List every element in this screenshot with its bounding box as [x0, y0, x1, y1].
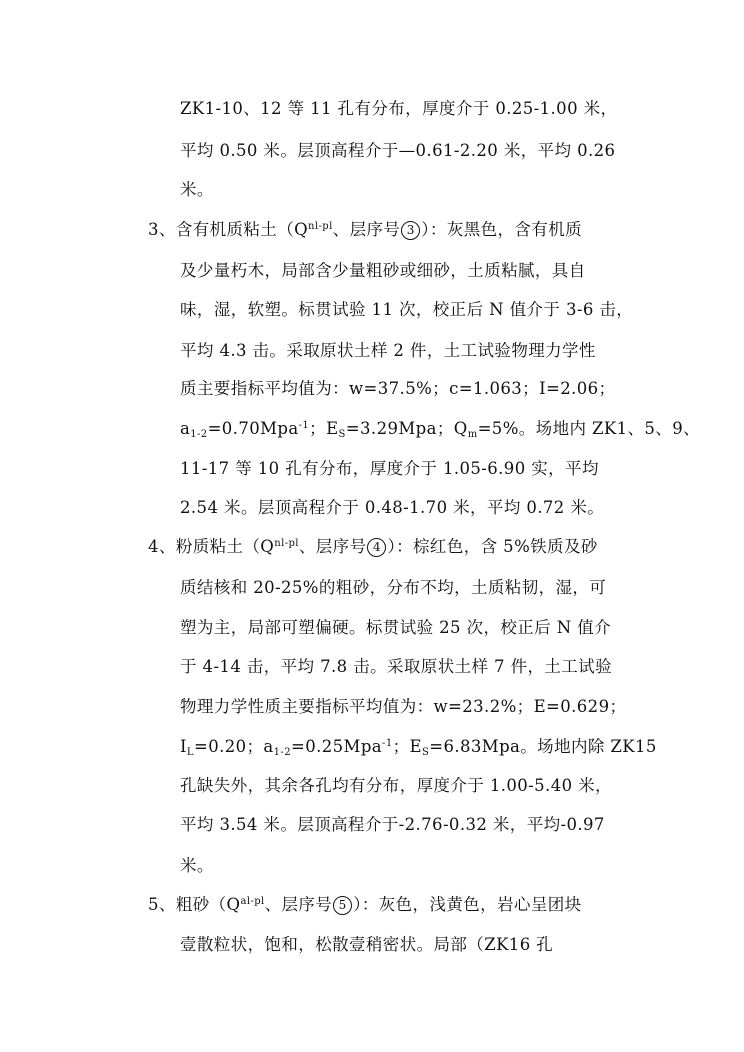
superscript: nl-pl [308, 221, 333, 232]
text-fragment: 含有机质粘土（Q [175, 220, 309, 239]
subscript: 1-2 [190, 429, 208, 440]
superscript: -1 [382, 738, 393, 749]
text-line: 壹散粒状，饱和，松散壹稍密状。局部（ZK16 孔 [180, 935, 554, 954]
text-fragment: =0.25Mpa [290, 737, 383, 756]
item-number: 3、 [148, 220, 176, 239]
text-line: 孔缺失外，其余各孔均有分布，厚度介于 1.00-5.40 米， [180, 776, 612, 795]
circled-number: 3 [401, 221, 420, 240]
subscript: S [421, 747, 430, 758]
text-fragment: 、层序号 [298, 537, 367, 556]
circled-number: 4 [367, 538, 386, 557]
text-fragment: a [180, 419, 191, 438]
text-line: 及少量朽木，局部含少量粗砂或细砂，土质粘腻，具自 [180, 261, 586, 280]
text-line: ZK1-10、12 等 11 孔有分布，厚度介于 0.25-1.00 米， [180, 99, 618, 118]
item-number: 4、 [148, 537, 176, 556]
text-line: 米。 [180, 180, 214, 199]
circled-number: 5 [333, 896, 352, 915]
item-3-heading [148, 216, 582, 240]
text-fragment: =6.83Mpa。场地内除 ZK15 [429, 737, 657, 756]
superscript: nl-pl [274, 538, 299, 549]
text-fragment: =5%。场地内 ZK1、5、9、 [477, 419, 701, 438]
text-line: 于 4-14 击，平均 7.8 击。采取原状土样 7 件，土工试验 [180, 657, 612, 676]
text-fragment: ；E [309, 419, 339, 438]
formula-line [180, 415, 700, 440]
text-line: 质主要指标平均值为：w=37.5%；c=1.063；I=2.06； [180, 379, 616, 398]
text-line: 米。 [180, 856, 214, 875]
text-fragment: I [180, 737, 187, 756]
subscript: S [338, 429, 346, 440]
text-fragment: ）：棕红色，含 5%铁质及砂 [387, 537, 598, 556]
item-5-heading [148, 891, 582, 915]
formula-line [180, 733, 657, 758]
text-line: 质结核和 20-25%的粗砂，分布不均，土质粘韧，湿，可 [180, 578, 607, 597]
text-fragment: 、层序号 [332, 220, 401, 239]
text-fragment: ）：灰色，浅黄色，岩心呈团块 [353, 895, 582, 914]
item-4-heading [148, 533, 598, 557]
text-fragment: 粉质粘土（Q [175, 537, 275, 556]
text-fragment: =0.70Mpa [207, 419, 299, 438]
item-number: 5、 [148, 895, 176, 914]
subscript: L [186, 747, 194, 758]
text-fragment: 、层序号 [264, 895, 333, 914]
text-fragment: 粗砂（Q [175, 895, 241, 914]
text-line: 塑为主，局部可塑偏硬。标贯试验 25 次，校正后 N 值介 [180, 618, 612, 637]
text-fragment: =0.20；a [193, 737, 274, 756]
subscript: m [467, 429, 478, 440]
text-line: 味，湿，软塑。标贯试验 11 次，校正后 N 值介于 3-6 击， [180, 300, 634, 319]
text-fragment: =3.29Mpa；Q [345, 419, 468, 438]
text-line: 2.54 米。层顶高程介于 0.48-1.70 米，平均 0.72 米。 [180, 498, 605, 517]
text-line: 平均 3.54 米。层顶高程介于-2.76-0.32 米，平均-0.97 [180, 815, 605, 834]
text-fragment: ；E [392, 737, 422, 756]
superscript: -1 [298, 420, 310, 431]
text-line: 11-17 等 10 孔有分布，厚度介于 1.05-6.90 实，平均 [180, 459, 599, 478]
superscript: al-pl [240, 896, 265, 907]
text-fragment: ）：灰黑色，含有机质 [421, 220, 583, 239]
text-line: 平均 4.3 击。采取原状土样 2 件，土工试验物理力学性 [180, 341, 596, 360]
text-line: 物理力学性质主要指标平均值为：w=23.2%；E=0.629； [180, 697, 627, 716]
subscript: 1-2 [273, 747, 291, 758]
text-line: 平均 0.50 米。层顶高程介于—0.61-2.20 米，平均 0.26 [180, 141, 616, 160]
